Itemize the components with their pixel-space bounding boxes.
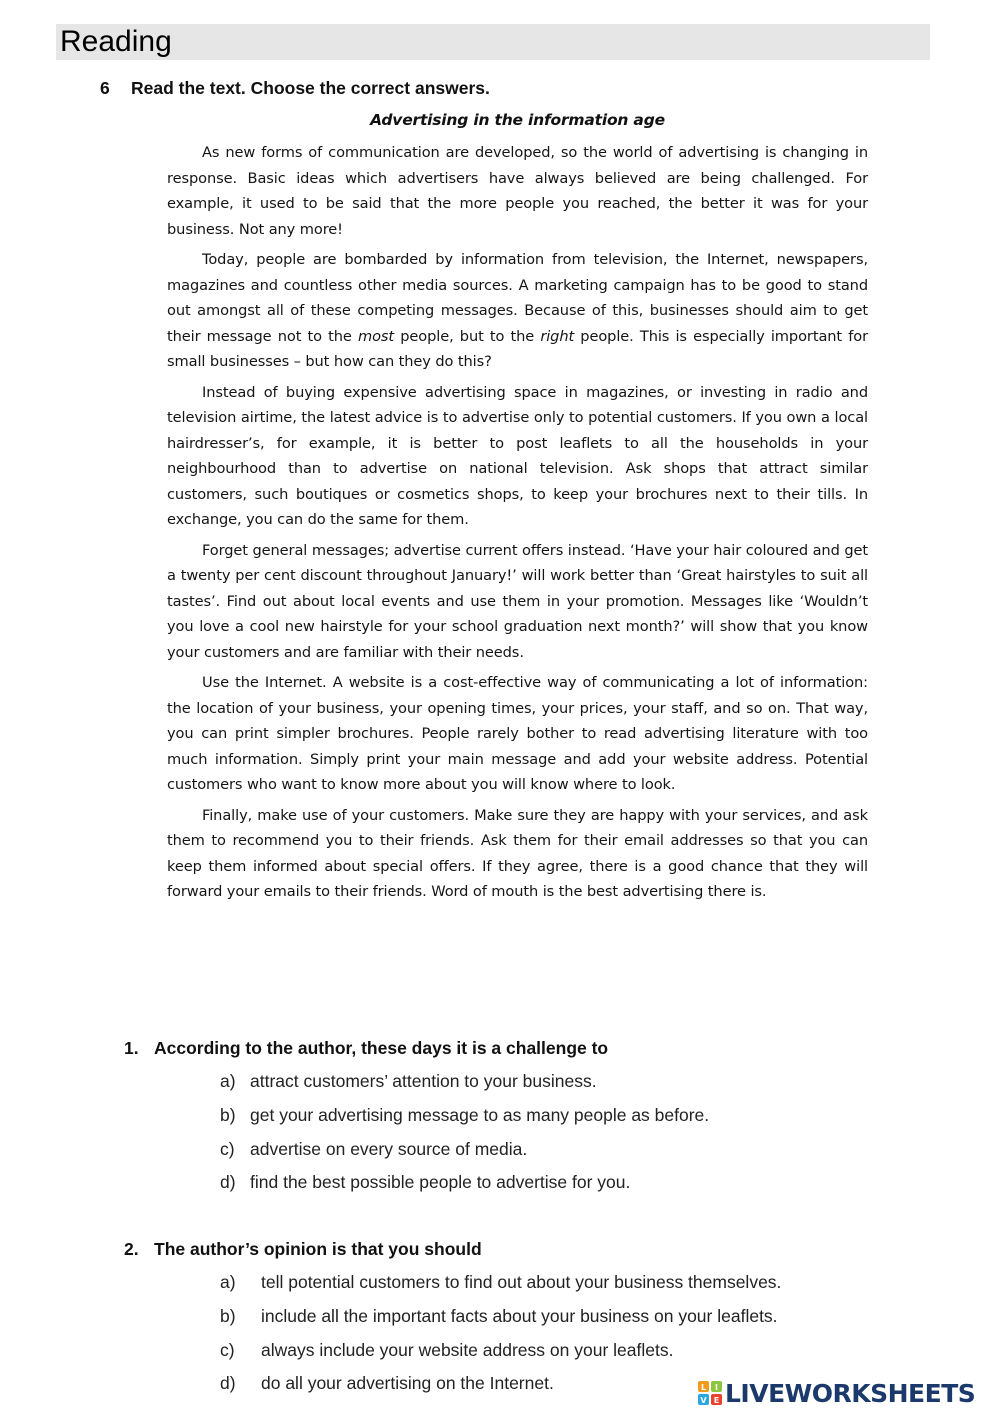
question-2 <box>124 1239 482 1260</box>
answer-option[interactable] <box>220 1334 781 1368</box>
option-letter: d) <box>220 1373 236 1394</box>
article-body <box>167 140 868 910</box>
article-paragraph <box>167 247 868 375</box>
answer-option[interactable] <box>220 1065 709 1099</box>
article-paragraph: Finally, make use of your customers. Make sure they are happy with your services, and ask them to recommend you to their friends. Ask them for their email addresses so that you can keep them informed about special offers. If they agree, there is a good chance that they will forward your emails to their friends. Word of mouth is the best advertising there is. <box>167 806 868 900</box>
logo-text: LIVEWORKSHEETS <box>725 1378 976 1408</box>
exercise-instruction: Read the text. Choose the correct answers. <box>131 78 490 98</box>
article-paragraph: As new forms of communication are developed, so the world of advertising is changing in response. Basic ideas which advertisers have always believed are being challenged. For example, it used to be said that the more people you reached, the better it was for your business. Not any more! <box>167 144 868 238</box>
option-letter: b) <box>220 1305 236 1326</box>
question-1-options <box>220 1065 709 1200</box>
svg-text:I: I <box>715 1383 718 1392</box>
answer-option[interactable] <box>220 1099 709 1133</box>
option-letter: a) <box>220 1071 236 1091</box>
emphasis-most: most <box>357 327 395 345</box>
option-text: always include your website address on your leaflets. <box>261 1339 674 1360</box>
option-text: find the best possible people to advertise for you. <box>250 1172 631 1193</box>
option-text: do all your advertising on the Internet. <box>261 1373 554 1394</box>
question-text: The author’s opinion is that you should <box>154 1239 482 1259</box>
emphasis-right: right <box>540 327 575 345</box>
exercise-heading <box>100 78 490 99</box>
option-letter: d) <box>220 1172 236 1193</box>
paragraph-text: people. This is especially important for small businesses – but how can they do this? <box>167 327 868 370</box>
section-title: Reading <box>60 25 172 58</box>
svg-text:V: V <box>700 1396 707 1405</box>
option-text: get your advertising message to as many people as before. <box>250 1104 710 1125</box>
option-text: attract customers’ attention to your business. <box>250 1071 597 1091</box>
liveworksheets-logo[interactable] <box>697 1378 975 1408</box>
question-number: 1. <box>124 1038 139 1058</box>
option-letter: c) <box>220 1339 235 1360</box>
liveworksheets-logo-icon <box>697 1380 723 1406</box>
answer-option[interactable] <box>220 1300 781 1334</box>
option-letter: a) <box>220 1272 236 1292</box>
paragraph-text: Today, people are bombarded by information from television, the Internet, newspapers, magazines and countless other media sources. A marketing campaign has to be good to stand out amongst all of these competing messages. Because of this, businesses should aim to get their message not to the <box>167 251 868 345</box>
question-1 <box>124 1038 608 1059</box>
answer-option[interactable] <box>220 1133 709 1167</box>
answer-option[interactable] <box>220 1266 781 1300</box>
question-text: According to the author, these days it is a challenge to <box>154 1038 609 1058</box>
option-text: include all the important facts about your business on your leaflets. <box>261 1305 778 1326</box>
section-header <box>56 24 930 60</box>
article-paragraph: Forget general messages; advertise current offers instead. ‘Have your hair coloured and get a twenty per cent discount throughout January!’ will work better than ‘Great hairstyles to suit all tastes’. Find out about local events and use them in your promotion. Messages like ‘Wouldn’t you love a cool new hairstyle for your school graduation next month?’ will show that you know your customers and are familiar with their needs. <box>167 541 868 661</box>
paragraph-text: people, but to the <box>394 327 541 345</box>
exercise-number: 6 <box>100 78 110 98</box>
article-title: Advertising in the information age <box>370 111 665 129</box>
option-text: tell potential customers to find out about your business themselves. <box>261 1272 782 1292</box>
option-letter: b) <box>220 1104 236 1125</box>
question-number: 2. <box>124 1239 139 1259</box>
article-paragraph: Use the Internet. A website is a cost-effective way of communicating a lot of information: the location of your business, your opening times, your prices, your staff, and so on. That way, you can print simpler brochures. People rarely bother to read advertising literature with too much information. Simply print your main message and add your website address. Potential customers who want to know more about you will know where to look. <box>167 674 868 793</box>
answer-option[interactable] <box>220 1166 709 1200</box>
svg-text:E: E <box>713 1396 720 1405</box>
option-letter: c) <box>220 1138 235 1159</box>
option-text: advertise on every source of media. <box>250 1138 528 1159</box>
article-paragraph: Instead of buying expensive advertising space in magazines, or investing in radio and television airtime, the latest advice is to advertise only to potential customers. If you own a local hairdresser’s, for example, it is better to post leaflets to all the households in your neighbourhood than to advertise on national television. Ask shops that attract similar customers, such boutiques or cosmetics shops, to keep your brochures next to their tills. In exchange, you can do the same for them. <box>167 383 868 528</box>
svg-text:L: L <box>700 1383 707 1392</box>
